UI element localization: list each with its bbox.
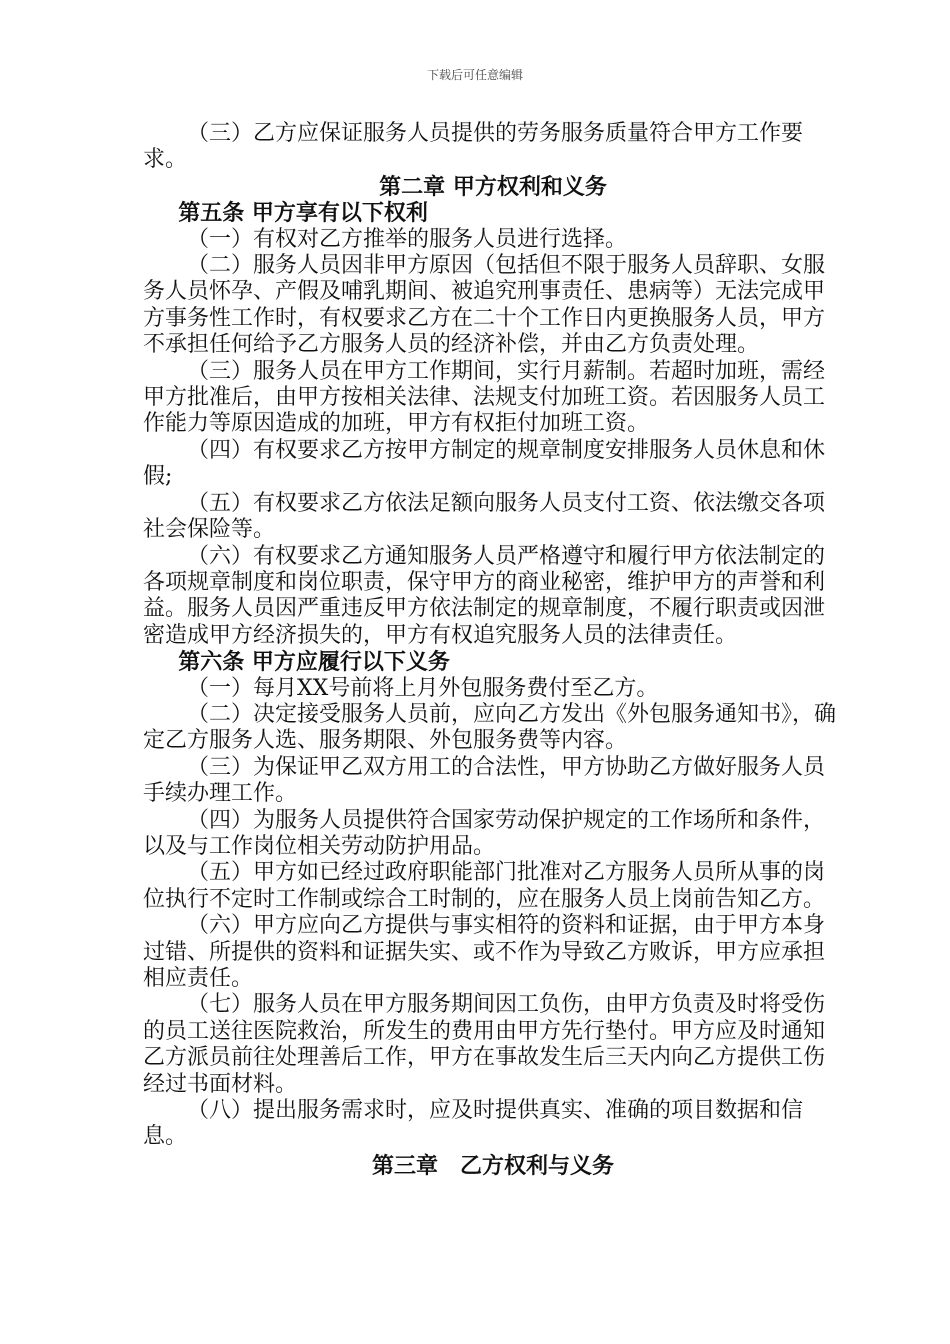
paragraph: （七）服务人员在甲方服务期间因工负伤，由甲方负责及时将受伤的员工送往医院救治，所发生的费用由甲方先行垫付。甲方应及时通知乙方派员前往处理善后工作，甲方在事故发生后三天内向乙方提供工伤经过书面材料。 (143, 992, 826, 1097)
document-body (143, 121, 843, 1179)
paragraph: （三）服务人员在甲方工作期间，实行月薪制。若超时加班，需经甲方批准后，由甲方按相关法律、法规支付加班工资。若因服务人员工作能力等原因造成的加班，甲方有权拒付加班工资。 (143, 358, 826, 437)
paragraph: （八）提出服务需求时，应及时提供真实、准确的项目数据和信息。 (143, 1098, 804, 1150)
paragraph: （二）服务人员因非甲方原因（包括但不限于服务人员辞职、女服务人员怀孕、产假及哺乳期间、被追究刑事责任、患病等）无法完成甲方事务性工作时，有权要求乙方在二十个工作日内更换服务人员，甲方不承担任何给予乙方服务人员的经济补偿，并由乙方负责处理。 (143, 253, 826, 358)
article-heading: 第五条 甲方享有以下权利 (178, 200, 428, 227)
paragraph: （五）有权要求乙方依法足额向服务人员支付工资、依法缴交各项社会保险等。 (143, 490, 826, 543)
paragraph: （三）乙方应保证服务人员提供的劳务服务质量符合甲方工作要求。 (143, 121, 804, 173)
paragraph: （六）有权要求乙方通知服务人员严格遵守和履行甲方依法制定的各项规章制度和岗位职责，保守甲方的商业秘密，维护甲方的声誉和利益。服务人员因严重违反甲方依法制定的规章制度，不履行职责或因泄密造成甲方经济损失的，甲方有权追究服务人员的法律责任。 (143, 543, 826, 648)
paragraph: （五）甲方如已经过政府职能部门批准对乙方服务人员所从事的岗位执行不定时工作制或综合工时制的，应在服务人员上岗前告知乙方。 (143, 860, 826, 912)
paragraph: （四）为服务人员提供符合国家劳动保护规定的工作场所和条件，以及与工作岗位相关劳动防护用品。 (143, 807, 826, 859)
paragraph: （三）为保证甲乙双方用工的合法性，甲方协助乙方做好服务人员手续办理工作。 (143, 754, 826, 807)
chapter-heading: 第三章 乙方权利与义务 (371, 1152, 614, 1179)
paragraph: （一）有权对乙方推举的服务人员进行选择。 (187, 226, 628, 252)
paragraph: （一）每月XX号前将上月外包服务费付至乙方。 (187, 675, 659, 701)
paragraph: （二）决定接受服务人员前，应向乙方发出《外包服务通知书》，确定乙方服务人选、服务期限、外包服务费等内容。 (143, 701, 837, 754)
page-header: 下载后可任意编辑 (426, 68, 523, 82)
paragraph: （四）有权要求乙方按甲方制定的规章制度安排服务人员休息和休假; (143, 437, 826, 490)
chapter-heading: 第二章 甲方权利和义务 (379, 173, 607, 200)
article-heading: 第六条 甲方应履行以下义务 (178, 649, 450, 676)
paragraph: （六）甲方应向乙方提供与事实相符的资料和证据，由于甲方本身过错、所提供的资料和证据失实、或不作为导致乙方败诉，甲方应承担相应责任。 (143, 913, 826, 991)
